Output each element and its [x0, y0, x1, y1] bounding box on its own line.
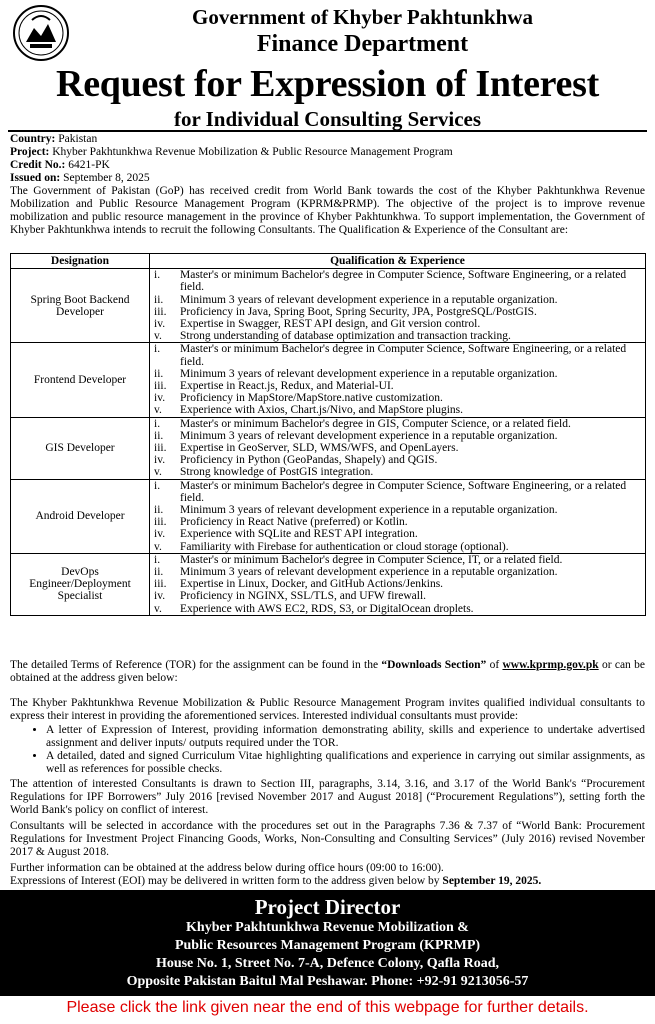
issued-label: Issued on: — [10, 172, 61, 184]
table-row — [11, 343, 646, 417]
department-name: Finance Department — [256, 31, 469, 57]
list-item — [154, 404, 641, 416]
item-number: i. — [154, 553, 161, 566]
item-number: iii. — [154, 380, 167, 393]
item-text: Minimum 3 years of relevant development experience in a reputable organization. — [180, 504, 558, 517]
list-item — [154, 318, 641, 330]
item-text: Expertise in Swagger, REST API design, and Git version control. — [180, 318, 481, 331]
header-divider — [8, 130, 647, 132]
credit-value: 6421-PK — [68, 159, 110, 171]
list-item — [154, 330, 641, 342]
deadline-date: September 19, 2025. — [442, 875, 542, 887]
qualification-cell — [150, 479, 646, 553]
list-item — [154, 294, 641, 306]
issued-value: September 8, 2025 — [63, 172, 150, 184]
tor-text: The detailed Terms of Reference (TOR) for the assignment can be found in the — [10, 659, 382, 671]
designation-cell: GIS Developer — [11, 417, 150, 479]
item-number: iii. — [154, 578, 167, 591]
list-item — [154, 480, 641, 504]
government-emblem-icon — [12, 4, 70, 62]
list-item — [154, 603, 641, 615]
designation-header: Designation — [11, 254, 150, 269]
page-subtitle: for Individual Consulting Services — [173, 107, 482, 131]
designation-cell: Frontend Developer — [11, 343, 150, 417]
item-text: Minimum 3 years of relevant development experience in a reputable organization. — [180, 429, 558, 442]
designation-cell: Android Developer — [11, 479, 150, 553]
qualification-cell — [150, 553, 646, 615]
item-number: i. — [154, 269, 161, 282]
item-text: Experience with AWS EC2, RDS, S3, or DigitalOcean droplets. — [180, 602, 474, 615]
item-text: Proficiency in Java, Spring Boot, Spring Security, JPA, PostgreSQL/PostGIS. — [180, 305, 537, 318]
table-row — [11, 553, 646, 615]
item-text: Proficiency in NGINX, SSL/TLS, and UFW firewall. — [180, 590, 427, 603]
qualification-cell — [150, 417, 646, 479]
item-number: iv. — [154, 590, 166, 603]
item-number: iv. — [154, 528, 166, 541]
designation-cell: DevOps Engineer/Deployment Specialist — [11, 553, 150, 615]
item-number: iii. — [154, 305, 167, 318]
selection-paragraph: Consultants will be selected in accordance with the procedures set out in the Paragraphs 7.36 & 7.37 of “World Bank: Procurement Regulations for Investment Project Financing Goods, Works, Non-Consulting and Consulting Services” (July 2016) revised November 2017 & August 2018. — [10, 820, 645, 858]
invitation-paragraph: The Khyber Pakhtunkhwa Revenue Mobilization & Public Resource Management Program invites qualified individual consultants to express their interest in providing the aforementioned services. Interested individual consultants must provide: — [10, 697, 645, 722]
item-text: Minimum 3 years of relevant development experience in a reputable organization. — [180, 566, 558, 579]
designation-cell: Spring Boot Backend Developer — [11, 269, 150, 343]
tor-text-after: or can be obtained at the address given below: — [10, 659, 645, 684]
item-text: Master's or minimum Bachelor's degree in Computer Science, Software Engineering, or a related field. — [180, 343, 627, 368]
footer-line-3: House No. 1, Street No. 7-A, Defence Colony, Qafla Road, — [155, 956, 500, 971]
deadline-text: Expressions of Interest (EOI) may be delivered in written form to the address given below by — [10, 875, 443, 887]
item-number: ii. — [154, 367, 164, 380]
project-meta — [10, 133, 645, 185]
downloads-section-label: “Downloads Section” — [381, 659, 487, 671]
item-number: i. — [154, 417, 161, 430]
list-item — [154, 516, 641, 528]
item-text: Strong knowledge of PostGIS integration. — [180, 466, 374, 479]
list-item — [154, 442, 641, 454]
further-info-paragraph: Further information can be obtained at the address below during office hours (09:00 to 16:00). — [10, 862, 444, 874]
item-text: Experience with SQLite and REST API integration. — [180, 528, 418, 541]
project-value: Khyber Pakhtunkhwa Revenue Mobilization & Public Resource Management Program — [52, 146, 453, 158]
country-label: Country: — [10, 133, 56, 145]
list-item — [154, 578, 641, 590]
footer-line-4: Opposite Pakistan Baitul Mal Peshawar. Phone: +92-91 9213056-57 — [126, 974, 529, 989]
page-title: Request for Expression of Interest — [56, 63, 599, 105]
list-item — [154, 566, 641, 578]
item-number: v. — [154, 540, 162, 553]
list-item — [154, 368, 641, 380]
government-name: Government of Khyber Pakhtunkhwa — [192, 5, 533, 29]
item-number: v. — [154, 330, 162, 343]
item-text: Experience with Axios, Chart.js/Nivo, and MapStore plugins. — [180, 404, 463, 417]
list-item — [154, 392, 641, 404]
deadline-paragraph — [10, 875, 645, 888]
item-number: i. — [154, 479, 161, 492]
list-item — [154, 343, 641, 367]
list-item — [154, 380, 641, 392]
item-text: Minimum 3 years of relevant development experience in a reputable organization. — [180, 367, 558, 380]
item-text: Proficiency in Python (GeoPandas, Shapely) and QGIS. — [180, 454, 438, 467]
item-number: i. — [154, 343, 161, 356]
red-notice: Please click the link given near the end of this webpage for further details. — [66, 999, 589, 1016]
item-number: ii. — [154, 504, 164, 517]
item-text: Proficiency in MapStore/MapStore.native customization. — [180, 392, 443, 405]
table-row — [11, 269, 646, 343]
website-link[interactable]: www.kprmp.gov.pk — [502, 659, 599, 671]
list-item — [154, 528, 641, 540]
qualification-table — [10, 253, 646, 616]
list-item — [154, 306, 641, 318]
footer-title: Project Director — [254, 895, 401, 919]
list-item — [154, 554, 641, 566]
item-text: Strong understanding of database optimization and transaction tracking. — [180, 330, 511, 343]
item-text: Master's or minimum Bachelor's degree in Computer Science, Software Engineering, or a related field. — [180, 269, 627, 294]
item-text: Master's or minimum Bachelor's degree in Computer Science, Software Engineering, or a related field. — [180, 479, 627, 504]
list-item: • A letter of Expression of Interest, providing information demonstrating ability, skills and experience to undertake advertised assignment and deliver inputs/ outputs required under the TOR. — [46, 724, 645, 750]
project-label: Project: — [10, 146, 50, 158]
item-text: Minimum 3 years of relevant development experience in a reputable organization. — [180, 293, 558, 306]
item-number: iv. — [154, 318, 166, 331]
tor-paragraph — [10, 659, 645, 685]
item-number: ii. — [154, 429, 164, 442]
item-text: Master's or minimum Bachelor's degree in Computer Science, IT, or a related field. — [180, 553, 563, 566]
list-item — [154, 590, 641, 602]
item-number: v. — [154, 602, 162, 615]
item-number: iv. — [154, 392, 166, 405]
item-text: Expertise in Linux, Docker, and GitHub Actions/Jenkins. — [180, 578, 444, 591]
list-item — [154, 269, 641, 293]
list-item — [154, 504, 641, 516]
country-value: Pakistan — [58, 133, 98, 145]
table-row — [11, 479, 646, 553]
list-item — [154, 466, 641, 478]
list-item: • A detailed, dated and signed Curriculum Vitae highlighting qualifications and experience in carrying out similar assignments, as well as references for possible checks. — [46, 750, 645, 776]
footer-line-1: Khyber Pakhtunkhwa Revenue Mobilization & — [186, 920, 469, 935]
contact-footer — [0, 890, 655, 996]
requirements-list — [28, 724, 645, 776]
item-text: Expertise in React.js, Redux, and Material-UI. — [180, 380, 394, 393]
intro-paragraph: The Government of Pakistan (GoP) has received credit from World Bank towards the cost of the Khyber Pakhtunkhwa Revenue Mobilization and Public Resource Management Program (KPRM&PRMP). The objective of the project is to improve revenue mobilization and public resource management in the province of Khyber Pakhtunkhwa. To support implementation, the Government of Khyber Pakhtunkhwa intends to recruit the following Consultants. The Qualification & Experience of the Consultant are: — [10, 185, 645, 236]
item-number: v. — [154, 466, 162, 479]
attention-paragraph: The attention of interested Consultants is drawn to Section III, paragraphs, 3.14, 3.16, and 3.17 of the World Bank's “Procurement Regulations for IPF Borrowers” July 2016 [revised November 2017 and August 2018] (“Procurement Regulations”), setting forth the World Bank's policy on conflict of interest. — [10, 778, 645, 816]
item-number: iii. — [154, 442, 167, 455]
item-text: Master's or minimum Bachelor's degree in GIS, Computer Science, or a related field. — [180, 417, 571, 430]
list-item — [154, 454, 641, 466]
qualification-header: Qualification & Experience — [150, 254, 646, 269]
item-text: Proficiency in React Native (preferred) or Kotlin. — [180, 516, 408, 529]
qualification-cell — [150, 343, 646, 417]
credit-label: Credit No.: — [10, 159, 66, 171]
list-item — [154, 418, 641, 430]
item-number: ii. — [154, 293, 164, 306]
footer-line-2: Public Resources Management Program (KPRMP) — [174, 938, 481, 953]
table-header-row — [11, 254, 646, 269]
item-number: v. — [154, 404, 162, 417]
item-text: Expertise in GeoServer, SLD, WMS/WFS, and OpenLayers. — [180, 442, 459, 455]
item-number: ii. — [154, 566, 164, 579]
item-number: iii. — [154, 516, 167, 529]
item-number: iv. — [154, 454, 166, 467]
item-text: Familiarity with Firebase for authentication or cloud storage (optional). — [180, 540, 509, 553]
list-item — [154, 430, 641, 442]
list-item — [154, 541, 641, 553]
tor-text-mid: of — [486, 659, 503, 671]
qualification-cell — [150, 269, 646, 343]
table-row — [11, 417, 646, 479]
